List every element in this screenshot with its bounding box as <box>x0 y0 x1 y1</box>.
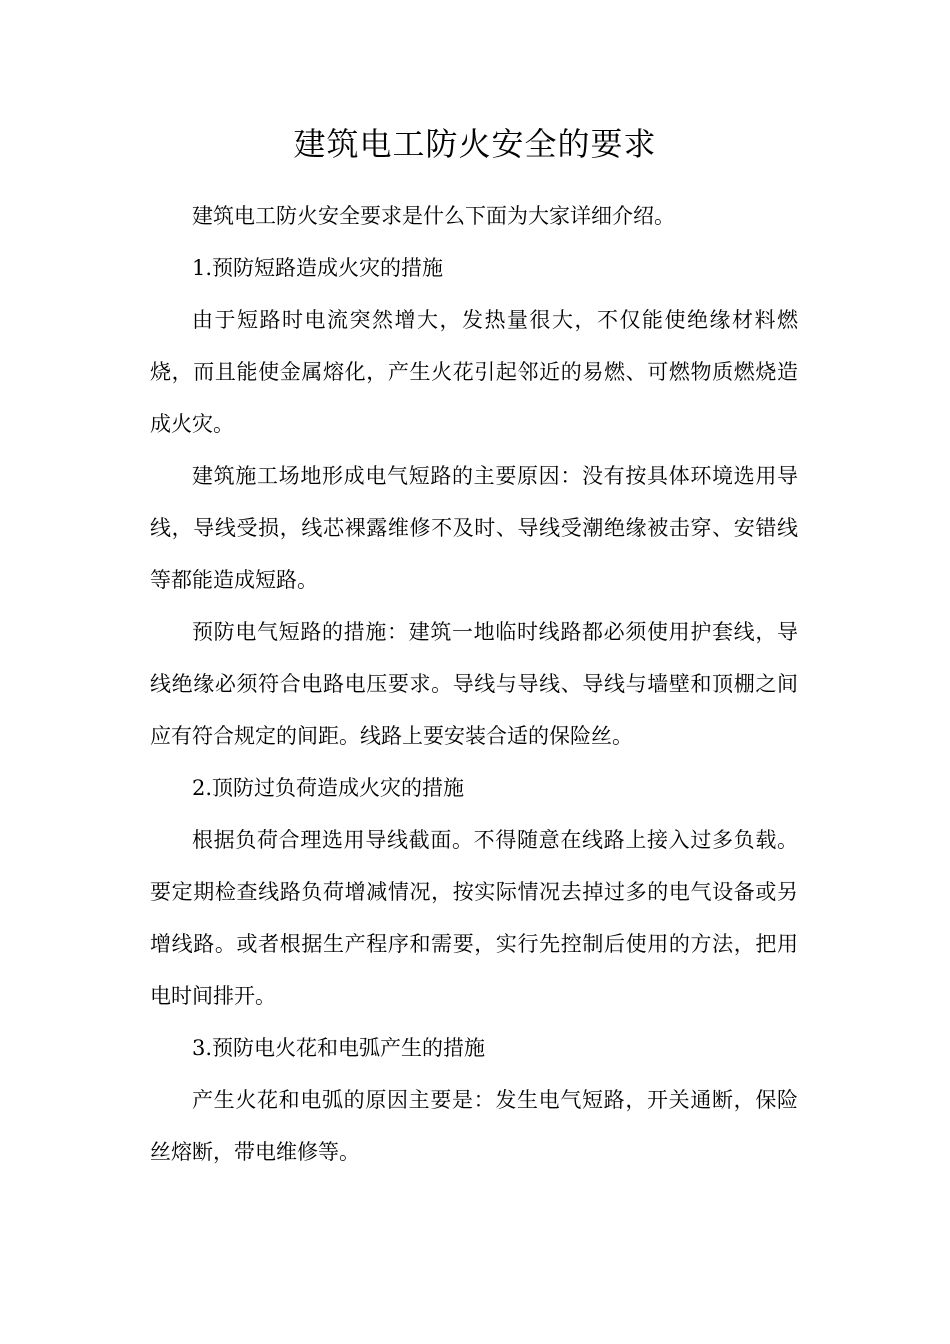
body-paragraph: 建筑施工场地形成电气短路的主要原因：没有按具体环境选用导线，导线受损，线芯裸露维修不及时、导线受潮绝缘被击穿、安错线等都能造成短路。 <box>150 464 798 592</box>
body-paragraph: 预防电气短路的措施：建筑一地临时线路都必须使用护套线，导线绝缘必须符合电路电压要求。导线与导线、导线与墙壁和顶棚之间应有符合规定的间距。线路上要安装合适的保险丝。 <box>150 620 798 748</box>
intro-paragraph: 建筑电工防火安全要求是什么下面为大家详细介绍。 <box>192 204 675 228</box>
document-title: 建筑电工防火安全的要求 <box>293 125 657 163</box>
section-heading-1: 1.预防短路造成火灾的措施 <box>192 256 444 280</box>
body-paragraph: 产生火花和电弧的原因主要是：发生电气短路，开关通断，保险丝熔断，带电维修等。 <box>150 1088 798 1164</box>
body-paragraph: 由于短路时电流突然增大，发热量很大，不仅能使绝缘材料燃烧，而且能使金属熔化，产生火花引起邻近的易燃、可燃物质燃烧造成火灾。 <box>150 308 798 436</box>
section-heading-3: 3.预防电火花和电弧产生的措施 <box>192 1036 486 1060</box>
section-heading-2: 2.顶防过负荷造成火灾的措施 <box>192 776 465 800</box>
document-body <box>150 190 798 1178</box>
body-paragraph: 根据负荷合理选用导线截面。不得随意在线路上接入过多负载。要定期检查线路负荷增减情况，按实际情况去掉过多的电气设备或另增线路。或者根据生产程序和需要，实行先控制后使用的方法，把用电时间排开。 <box>150 828 798 1008</box>
